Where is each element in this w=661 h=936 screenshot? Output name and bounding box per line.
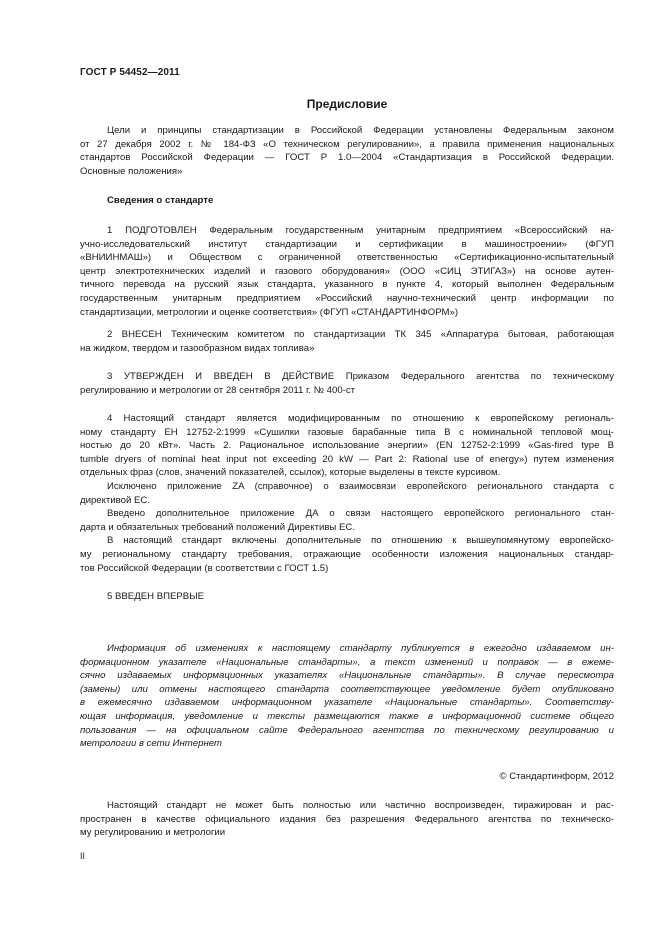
- item-2-line: 2 ВНЕСЕН Техническим комитетом по стандартизации ТК 345 «Аппаратура бытовая, работающая: [107, 329, 614, 340]
- item-4-line: отдельных фраз (слов, значений показателей, ссылок), которые выделены в тексте курсивом.: [80, 467, 501, 479]
- item-4-added-line: Введено дополнительное приложение ДА о связи настоящего европейского регионального стан-: [107, 508, 614, 520]
- intro-line: от 27 декабря 2002 г. № 184-ФЗ «О техническом регулировании», а правила применения национальных: [80, 138, 614, 150]
- item-4-extra-line: му региональному стандарту требования, отражающие особенности изложения национальных стандар-: [80, 548, 614, 560]
- item-1-line: стандартизации, метрологии и оценке соответствия» (ФГУП «СТАНДАРТИНФОРМ»): [80, 306, 459, 318]
- item-5-line: 5 ВВЕДЕН ВПЕРВЫЕ: [107, 591, 205, 602]
- notice-line: сячно издаваемых информационных указателях «Национальные стандарты». В случае пересмотра: [80, 670, 614, 682]
- intro-line: Основные положения»: [80, 165, 183, 177]
- changes-notice: [80, 642, 614, 751]
- item-3-line: 3 УТВЕРЖДЕН И ВВЕДЕН В ДЕЙСТВИЕ Приказом Федерального агентства по техническому: [107, 371, 614, 382]
- intro-line: Цели и принципы стандартизации в Российской Федерации установлены Федеральным законом: [107, 125, 614, 136]
- page-number: II: [80, 851, 86, 861]
- item-4-added-line: дарта и обязательных требований положений Директивы ЕС.: [80, 521, 355, 533]
- item-3-paragraph: [80, 370, 614, 397]
- intro-line: стандартов Российской Федерации — ГОСТ Р 1.0—2004 «Стандартизация в Российской Федерации.: [80, 152, 614, 164]
- info-section-title: Сведения о стандарте: [107, 195, 214, 206]
- item-4-line: tumble dryers of nominal heat input not exceeding 20 kW — Part 2: Rational use of energy») путем изменения: [80, 453, 614, 465]
- item-4-line: ностью до 20 кВт». Часть 2. Рациональное использование энергии» (EN 12752-2:1999 «Gas-fired type B: [80, 440, 614, 452]
- item-1-line: «ВНИИНМАШ») и Обществом с ограниченной ответственностью «Сертификационно-испытательный: [80, 252, 614, 264]
- item-4-extra-line: тов Российской Федерации (в соответствии с ГОСТ 1.5): [80, 562, 329, 574]
- reproduction-notice: [80, 799, 614, 840]
- reproduction-line: Настоящий стандарт не может быть полностью или частично воспроизведен, тиражирован и рас-: [107, 800, 614, 811]
- item-4-extra-line: В настоящий стандарт включены дополнительные по отношению к вышеупомянутому европейско-: [107, 535, 614, 547]
- copyright-line: © Стандартинформ, 2012: [499, 771, 614, 782]
- item-1-line: 1 ПОДГОТОВЛЕН Федеральным государственным унитарным предприятием «Всероссийский на-: [107, 225, 614, 236]
- reproduction-line: пространен в качестве официального издания без разрешения Федерального агентства по техническо-: [80, 813, 614, 825]
- item-1-line: центр электротехнических изделий и газового оборудования» (ООО «СИЦ ЭТИГАЗ») на основе аутен-: [80, 265, 614, 277]
- notice-line: формационном указателе «Национальные стандарты», а текст изменений и поправок — в ежеме-: [80, 656, 614, 668]
- item-5-paragraph: [80, 590, 614, 604]
- item-2-line: на жидком, твердом и газообразном видах топлива»: [80, 342, 315, 354]
- intro-paragraph: [80, 124, 614, 178]
- page-title: Предисловие: [306, 97, 388, 111]
- item-1-line: государственным унитарным предприятием «Российский научно-технический центр информации по: [80, 292, 614, 304]
- notice-line: Информация об изменениях к настоящему стандарту публикуется в ежегодно издаваемом ин-: [107, 643, 614, 654]
- item-1-paragraph: [80, 224, 614, 319]
- item-1-line: тичного перевода на русский язык стандарта, указанного в пункте 4, который выполнен Федеральным: [80, 279, 614, 291]
- item-3-line: регулированию и метрологии от 28 сентября 2011 г. № 400-ст: [80, 384, 356, 396]
- item-4-line: ному стандарту ЕН 12752-2:1999 «Сушилки газовые барабанные типа В с номинальной тепловой мощ-: [80, 426, 614, 438]
- item-4-excluded-line: директивой ЕС.: [80, 494, 151, 506]
- item-1-line: учно-исследовательский институт стандартизации и сертификации в машиностроении» (ФГУП: [80, 238, 614, 250]
- notice-line: ющая информация, уведомление и тексты размещаются также в информационной системе общего: [80, 710, 614, 722]
- item-2-paragraph: [80, 328, 614, 355]
- notice-line: метрологии в сети Интернет: [80, 738, 222, 750]
- item-4-paragraph: [80, 412, 614, 575]
- item-4-excluded-line: Исключено приложение ZA (справочное) о взаимосвязи европейского регионального стандарта с: [107, 480, 614, 492]
- document-number: ГОСТ Р 54452—2011: [80, 67, 180, 78]
- reproduction-line: му регулированию и метрологии: [80, 827, 226, 839]
- notice-line: пользования — на официальном сайте Федерального агентства по техническому регулированию и: [80, 724, 614, 736]
- notice-line: в ежемесячно издаваемом информационном указателе «Национальные стандарты». Соответству-: [80, 697, 614, 709]
- item-4-line: 4 Настоящий стандарт является модифицированным по отношению к европейскому региональ-: [107, 413, 614, 424]
- notice-line: (замены) или отмены настоящего стандарта соответствующее уведомление будет опубликовано: [80, 683, 614, 695]
